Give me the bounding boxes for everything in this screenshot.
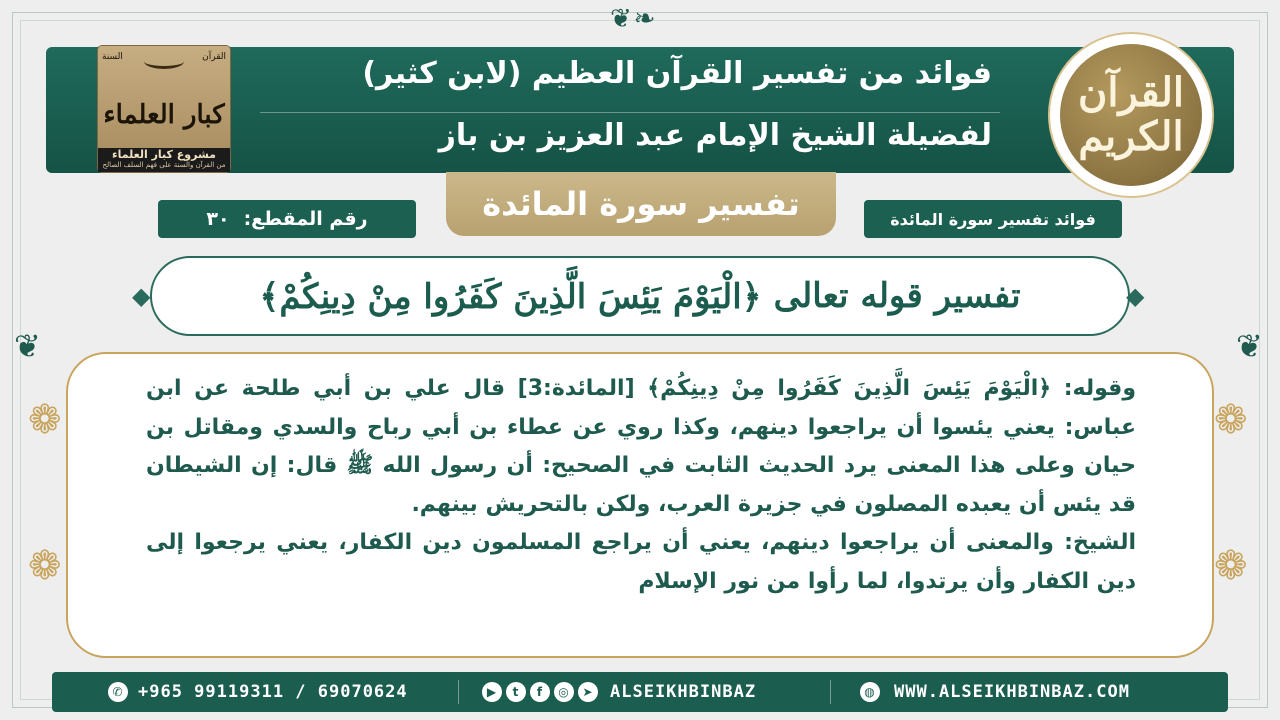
segment-number-badge <box>158 200 416 238</box>
footer-phone: +965 99119311 / 69070624 <box>138 682 408 702</box>
ribbon-cap-icon: ◆ <box>132 282 151 310</box>
section-title-prefix: تفسير قوله تعالى <box>773 276 1021 316</box>
globe-icon[interactable]: ◍ <box>860 682 880 702</box>
left-ornament-icon: ❦ <box>14 327 41 365</box>
body-text <box>146 370 1136 601</box>
top-ornament-icon: ❦❧ <box>610 4 658 34</box>
telegram-icon[interactable]: ➤ <box>578 682 598 702</box>
section-title <box>152 258 1128 334</box>
footer-social-group <box>482 672 756 712</box>
surah-benefits-badge: فوائد تفسير سورة المائدة <box>864 200 1122 238</box>
twitter-icon[interactable]: t <box>506 682 526 702</box>
right-ornament-icon: ❦ <box>1236 327 1263 365</box>
header-subtitle: لفضيلة الشيخ الإمام عبد العزيز بن باز <box>438 118 992 153</box>
footer-phone-group <box>108 672 408 712</box>
instagram-icon[interactable]: ◎ <box>554 682 574 702</box>
kibar-logo-title: كبار العلماء <box>103 100 225 130</box>
facebook-icon[interactable]: f <box>530 682 550 702</box>
quran-emblem-text: القرآن الكريم <box>1077 69 1185 160</box>
kibar-tag-sunnah: السنة <box>102 52 123 62</box>
gold-ornament-icon: ❁ <box>1214 543 1248 589</box>
gold-ornament-icon: ❁ <box>28 397 62 443</box>
whatsapp-icon[interactable]: ✆ <box>108 682 128 702</box>
segment-label: رقم المقطع: <box>243 208 368 230</box>
segment-number: ٣٠ <box>206 208 230 230</box>
youtube-icon[interactable]: ▶ <box>482 682 502 702</box>
kibar-project: مشروع كبار العلماء <box>112 148 216 161</box>
gold-ornament-icon: ❁ <box>28 543 62 589</box>
kibar-tag-quran: القرآن <box>202 52 226 62</box>
header-title: فوائد من تفسير القرآن العظيم (لابن كثير) <box>362 56 992 91</box>
footer-divider <box>830 680 831 704</box>
gold-ornament-icon: ❁ <box>1214 397 1248 443</box>
footer-web-group <box>860 672 1130 712</box>
kibar-logo-strip <box>98 148 230 172</box>
surah-title-tab: تفسير سورة المائدة <box>446 172 836 236</box>
book-icon <box>144 54 184 69</box>
footer-website[interactable]: WWW.ALSEIKHBINBAZ.COM <box>894 682 1130 702</box>
quran-emblem <box>1050 34 1212 196</box>
section-title-verse: ﴿الْيَوْمَ يَئِسَ الَّذِينَ كَفَرُوا مِنْ دِينِكُمْ﴾ <box>259 276 762 317</box>
quran-emblem-medallion <box>1060 44 1202 186</box>
kibar-ulama-logo <box>98 46 230 172</box>
ribbon-cap-icon: ◆ <box>1126 282 1145 310</box>
footer-handle: ALSEIKHBINBAZ <box>610 682 757 702</box>
kibar-tagline: من القرآن والسنة على فهم السلف الصالح <box>102 161 226 169</box>
section-title-ribbon <box>150 256 1130 336</box>
footer-bar <box>52 672 1228 712</box>
body-paragraph: وقوله: ﴿الْيَوْمَ يَئِسَ الَّذِينَ كَفَرُوا مِنْ دِينِكُمْ﴾ [المائدة:3] قال علي بن أبي طلحة عن ابن عباس: يعني يئسوا أن يراجعوا دينهم، وكذا روي عن عطاء بن أبي رباح والسدي ومقاتل بن حيان وعلى هذا المعنى يرد الحديث الثابت في الصحيح: أن رسول الله ﷺ قال: إن الشيطان قد يئس أن يعبده المصلون في جزيرة العرب، ولكن بالتحريش بينهم. <box>146 376 1136 517</box>
footer-divider <box>458 680 459 704</box>
sheikh-commentary: الشيخ: والمعنى أن يراجعوا دينهم، يعني أن يراجع المسلمون دين الكفار، يعني يرجعوا إلى دين الكفار وأن يرتدوا، لما رأوا من نور الإسلام <box>146 530 1136 594</box>
header-divider <box>260 112 1000 113</box>
